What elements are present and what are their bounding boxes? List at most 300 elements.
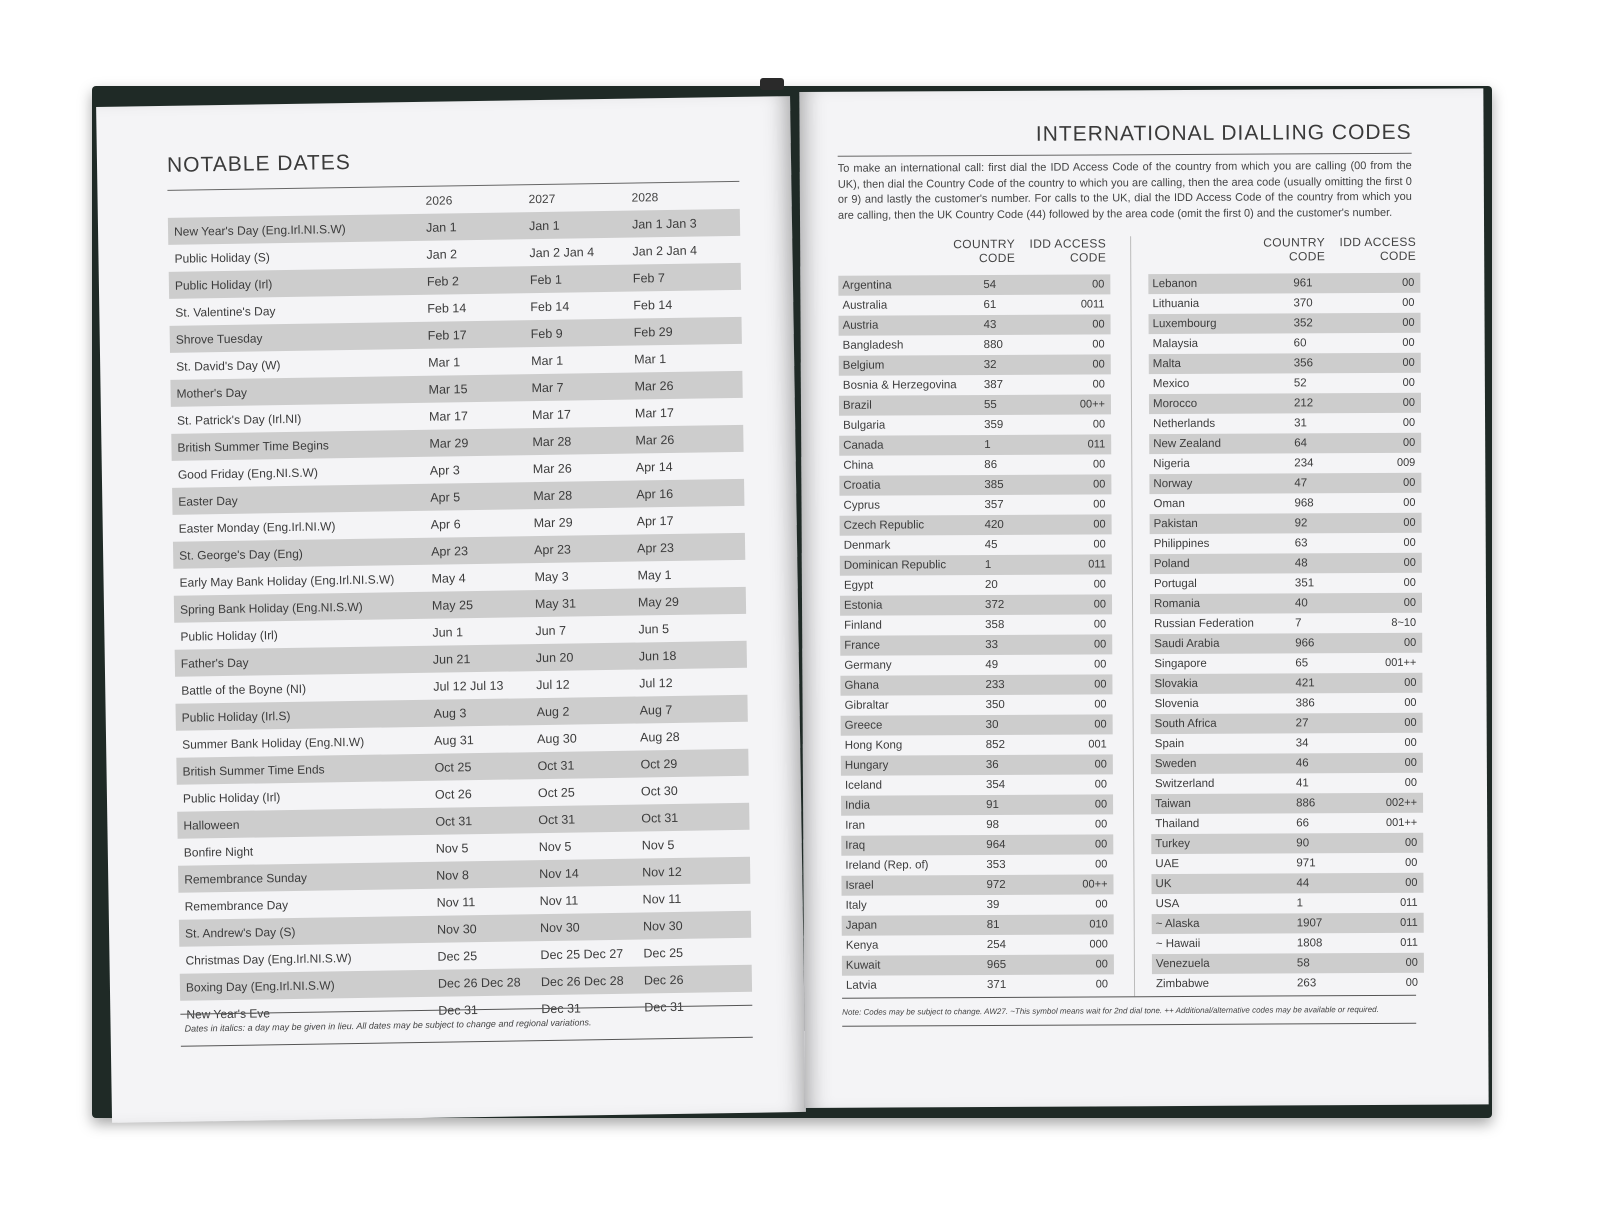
country-code: 32 — [983, 358, 997, 372]
idd-access-code: 00 — [1092, 278, 1105, 291]
country-row — [1152, 893, 1424, 914]
country-name: Egypt — [843, 579, 874, 592]
country-code: 66 — [1296, 817, 1310, 830]
date-2027: Nov 11 — [539, 892, 579, 908]
country-row — [839, 374, 1111, 395]
country-code: 64 — [1294, 437, 1308, 450]
country-row — [840, 634, 1112, 655]
date-2028: Oct 29 — [640, 756, 678, 771]
country-code: 81 — [986, 918, 1000, 932]
date-2027: Dec 26 Dec 28 — [540, 973, 624, 989]
country-row — [840, 674, 1112, 695]
idd-access-code: 00 — [1405, 956, 1418, 969]
codes-column-right — [1148, 235, 1424, 994]
country-code: 60 — [1293, 337, 1307, 350]
date-2026: Apr 6 — [430, 516, 461, 532]
country-name: Nigeria — [1153, 457, 1190, 471]
idd-access-code: 011 — [1400, 896, 1418, 909]
country-name: Switzerland — [1154, 777, 1215, 791]
country-name: Bangladesh — [842, 339, 904, 352]
idd-access-code: 011 — [1400, 916, 1418, 929]
country-row — [1149, 493, 1421, 514]
country-name: Argentina — [842, 279, 892, 292]
idd-access-code: 010 — [1089, 918, 1108, 931]
country-name: Iraq — [845, 839, 866, 852]
idd-access-code: 00 — [1094, 798, 1108, 811]
idd-access-code: 00 — [1095, 838, 1108, 851]
country-code: 1 — [984, 439, 991, 452]
date-2027: Nov 5 — [538, 839, 572, 854]
country-row — [1151, 873, 1423, 894]
country-name: Hong Kong — [844, 739, 903, 752]
date-2028: May 29 — [637, 594, 680, 610]
year-2028: 2028 — [631, 190, 659, 205]
date-2028: Nov 30 — [642, 918, 683, 933]
country-name: Slovenia — [1154, 697, 1199, 711]
country-row — [840, 514, 1112, 535]
country-row — [840, 614, 1112, 635]
country-row — [1148, 293, 1420, 314]
idd-access-code: 00 — [1093, 618, 1107, 631]
date-2026: Feb 14 — [427, 300, 467, 316]
date-2028: Dec 26 — [643, 972, 684, 987]
holiday-name: New Year's Day (Eng.Irl.NI.S.W) — [173, 221, 346, 239]
idd-access-code: 00 — [1093, 498, 1106, 511]
country-code: 370 — [1293, 297, 1313, 310]
holiday-name: St. George's Day (Eng) — [179, 546, 303, 563]
country-row — [838, 274, 1110, 295]
idd-access-code: 00 — [1403, 496, 1416, 509]
note-rule — [842, 1023, 1416, 1027]
country-row — [840, 654, 1112, 675]
country-name: Bosnia & Herzegovina — [842, 379, 957, 392]
country-row — [841, 834, 1113, 855]
idd-access-code: 00 — [1402, 336, 1415, 349]
codes-list-right — [1148, 273, 1424, 994]
date-2026: Oct 25 — [434, 759, 472, 775]
country-code: 36 — [985, 758, 999, 772]
date-2027: Dec 31 — [541, 1000, 582, 1016]
idd-access-code: 009 — [1396, 456, 1416, 469]
country-row — [1152, 933, 1424, 954]
idd-access-code: 00 — [1094, 718, 1107, 731]
country-code-header: COUNTRY CODE — [953, 236, 1016, 266]
date-2026: Jul 12 Jul 13 — [433, 678, 504, 694]
idd-access-code: 00 — [1093, 478, 1106, 491]
country-code: 964 — [986, 838, 1006, 852]
country-row — [842, 934, 1114, 955]
country-name: Finland — [844, 619, 882, 632]
holiday-name: Spring Bank Holiday (Eng.NI.S.W) — [179, 599, 363, 617]
country-name: Kuwait — [845, 959, 881, 972]
idd-access-code: 00++ — [1082, 878, 1108, 891]
country-code: 233 — [985, 678, 1005, 692]
date-2026: Oct 31 — [435, 813, 473, 829]
country-code: 961 — [1293, 277, 1313, 290]
date-2028: Nov 5 — [641, 837, 675, 852]
date-2027: Mar 7 — [531, 380, 564, 395]
country-name: Norway — [1153, 477, 1193, 491]
date-2026: Mar 1 — [428, 354, 461, 370]
country-code: 421 — [1295, 677, 1315, 690]
holiday-name: Halloween — [183, 817, 240, 833]
country-name: Netherlands — [1153, 417, 1216, 431]
country-code: 351 — [1294, 577, 1315, 590]
country-name: Austria — [842, 319, 879, 332]
country-code: 1907 — [1296, 917, 1323, 930]
idd-access-code: 00 — [1095, 858, 1108, 871]
country-code: 387 — [983, 378, 1004, 392]
country-row — [840, 574, 1112, 595]
idd-access-code: 00 — [1402, 356, 1415, 369]
country-code: 880 — [983, 338, 1003, 352]
idd-access-code: 00 — [1094, 778, 1108, 791]
country-code: 234 — [1294, 457, 1314, 470]
holiday-name: Boxing Day (Eng.Irl.NI.S.W) — [185, 977, 335, 995]
country-name: UAE — [1155, 858, 1180, 871]
date-2028: Jan 2 Jan 4 — [632, 243, 698, 259]
idd-access-code: 001++ — [1385, 816, 1418, 829]
country-code: 966 — [1295, 637, 1315, 650]
country-row — [1150, 573, 1422, 594]
idd-access-code: 00 — [1092, 358, 1105, 371]
idd-access-code: 011 — [1087, 438, 1106, 451]
title-rule — [838, 153, 1412, 157]
country-row — [1150, 533, 1422, 554]
holiday-name: British Summer Time Ends — [182, 761, 325, 779]
country-name: Saudi Arabia — [1154, 637, 1220, 651]
date-2027: Jan 2 Jan 4 — [529, 244, 595, 260]
date-2026: Aug 3 — [433, 705, 467, 721]
codes-column-left — [838, 236, 1114, 995]
date-2026: Mar 15 — [428, 381, 468, 397]
country-name: Iran — [845, 819, 866, 832]
date-2028: Mar 26 — [634, 378, 674, 394]
country-row — [1150, 673, 1422, 694]
country-code: 55 — [983, 398, 997, 412]
idd-access-code: 00 — [1093, 518, 1106, 531]
country-row — [1150, 613, 1422, 634]
idd-access-code: 00 — [1402, 436, 1416, 449]
idd-access-code: 00 — [1403, 576, 1416, 589]
country-code: 372 — [984, 598, 1005, 612]
date-2027: Dec 25 Dec 27 — [540, 946, 624, 962]
idd-access-code: 000 — [1089, 938, 1108, 951]
idd-access-code: 00 — [1094, 658, 1107, 671]
right-page-dialling-codes — [799, 88, 1488, 1108]
date-2028: Apr 17 — [636, 513, 674, 529]
date-2026: Nov 30 — [436, 921, 477, 937]
date-2028: Mar 1 — [634, 351, 667, 367]
country-code: 47 — [1294, 477, 1308, 490]
country-row — [841, 854, 1113, 875]
date-2028: Dec 25 — [643, 945, 684, 960]
date-2027: Mar 29 — [533, 515, 573, 530]
idd-access-code: 00 — [1404, 776, 1417, 789]
country-row — [840, 534, 1112, 555]
country-name: Cyprus — [843, 499, 880, 512]
date-2027: Mar 28 — [532, 434, 572, 449]
country-code: 353 — [986, 858, 1006, 872]
country-name: Turkey — [1155, 837, 1191, 851]
idd-access-code: 00 — [1093, 538, 1106, 551]
column-header — [838, 236, 1110, 275]
country-name: Kenya — [845, 939, 879, 952]
date-2026: Jan 1 — [425, 219, 457, 235]
country-row — [841, 814, 1113, 835]
idd-access-code: 0011 — [1080, 298, 1105, 311]
date-2026: Feb 2 — [426, 273, 459, 289]
holiday-name: Public Holiday (Irl) — [174, 276, 273, 293]
country-row — [1150, 653, 1422, 674]
idd-access-code: 00 — [1092, 418, 1106, 431]
idd-access-code: 00 — [1402, 416, 1416, 429]
date-2026: Aug 31 — [433, 732, 474, 748]
holiday-name: St. Patrick's Day (Irl.NI) — [176, 411, 302, 428]
country-code: 359 — [984, 418, 1004, 432]
country-row — [839, 474, 1111, 495]
idd-access-code: 002++ — [1385, 796, 1418, 809]
idd-access-code: 00 — [1092, 378, 1105, 391]
country-row — [839, 334, 1111, 355]
idd-access-code: 00 — [1405, 856, 1418, 869]
country-row — [841, 754, 1113, 775]
idd-access-code: 00 — [1403, 516, 1416, 529]
holiday-name: Easter Day — [178, 493, 238, 509]
date-2027: Mar 1 — [531, 353, 564, 368]
idd-access-code: 00 — [1094, 678, 1107, 691]
date-2027: Jul 12 — [536, 677, 570, 692]
country-name: ~ Hawaii — [1155, 937, 1201, 951]
country-code: 1 — [1296, 897, 1304, 910]
country-name: Taiwan — [1155, 797, 1191, 811]
idd-access-code: 00 — [1093, 598, 1107, 611]
date-2026: Jan 2 — [426, 246, 458, 262]
year-2027: 2027 — [528, 191, 556, 207]
country-row — [842, 974, 1114, 995]
idd-access-code: 00 — [1095, 958, 1108, 971]
date-2026: Dec 31 — [438, 1002, 479, 1018]
country-name: Portugal — [1153, 577, 1197, 591]
country-row — [840, 554, 1112, 575]
idd-access-code: 011 — [1400, 936, 1418, 949]
country-row — [839, 454, 1111, 475]
country-name: Japan — [845, 919, 878, 932]
idd-access-code: 00 — [1403, 476, 1416, 489]
date-2027: Jan 1 — [528, 218, 560, 233]
country-row — [1149, 313, 1421, 334]
country-row — [839, 354, 1111, 375]
holiday-name: Good Friday (Eng.NI.S.W) — [177, 465, 319, 482]
country-code: 357 — [984, 498, 1004, 512]
date-2028: Apr 23 — [636, 540, 675, 556]
idd-access-code: 00 — [1093, 458, 1106, 471]
country-code: 40 — [1294, 597, 1308, 610]
country-name: Russian Federation — [1154, 617, 1254, 631]
country-row — [1150, 553, 1422, 574]
country-row — [841, 794, 1113, 815]
date-2026: Nov 8 — [436, 867, 469, 883]
date-2028: Mar 26 — [635, 432, 675, 448]
idd-access-code: 00 — [1403, 636, 1417, 649]
country-name: Slovakia — [1154, 677, 1198, 691]
idd-access-code: 00 — [1402, 396, 1416, 409]
holiday-name: Remembrance Sunday — [184, 870, 308, 887]
country-row — [841, 734, 1113, 755]
date-2028: Apr 14 — [635, 459, 673, 475]
idd-access-code: 00 — [1404, 836, 1418, 849]
country-row — [1151, 813, 1423, 834]
country-name: Denmark — [843, 539, 891, 552]
date-2026: Nov 5 — [435, 840, 469, 856]
idd-access-code: 00 — [1095, 978, 1109, 991]
country-code: 350 — [985, 698, 1005, 712]
country-code: 58 — [1296, 957, 1310, 970]
date-2028: Aug 7 — [639, 702, 673, 717]
country-row — [1150, 693, 1422, 714]
notable-dates-title: NOTABLE DATES — [166, 150, 351, 177]
table-bottom-rule — [842, 995, 1416, 999]
country-code: 371 — [986, 978, 1007, 992]
country-code: 386 — [1295, 697, 1315, 710]
country-name: Gibraltar — [844, 699, 889, 712]
date-2026: Apr 5 — [430, 489, 461, 505]
country-name: Sweden — [1154, 757, 1197, 771]
country-row — [1151, 713, 1423, 734]
country-name: Australia — [842, 299, 888, 312]
country-code: 65 — [1295, 657, 1309, 670]
country-code: 852 — [985, 738, 1005, 752]
date-2028: Mar 17 — [634, 405, 674, 421]
country-name: Brazil — [842, 399, 872, 412]
country-row — [1149, 413, 1421, 434]
idd-access-code: 00++ — [1079, 398, 1106, 411]
country-name: Bulgaria — [843, 419, 886, 432]
date-2026: Feb 17 — [427, 327, 467, 343]
country-code: 45 — [984, 538, 998, 552]
country-row — [841, 774, 1113, 795]
country-row — [1151, 833, 1423, 854]
country-row — [842, 954, 1114, 975]
date-2026: Oct 26 — [434, 786, 472, 802]
idd-access-code: 011 — [1088, 558, 1106, 571]
date-2028: Feb 7 — [632, 270, 665, 286]
country-name: Czech Republic — [843, 519, 925, 532]
country-row — [1149, 473, 1421, 494]
country-name: Iceland — [844, 779, 883, 792]
date-2027: Oct 31 — [537, 758, 575, 773]
holiday-name: St. David's Day (W) — [176, 357, 281, 374]
country-name: Germany — [844, 659, 892, 672]
country-code: 34 — [1295, 737, 1309, 750]
country-code: 352 — [1293, 317, 1313, 330]
date-2028: May 1 — [637, 567, 672, 583]
country-code: 33 — [985, 638, 999, 652]
country-code: 212 — [1293, 397, 1314, 410]
idd-access-code: 00 — [1404, 756, 1417, 769]
country-code: 91 — [986, 798, 999, 812]
dialling-codes-note: Note: Codes may be subject to change. AW27. ~This symbol means wait for 2nd dial tone. ++ Additional/alternative codes may be available or required. — [842, 1004, 1379, 1017]
country-code: 86 — [984, 458, 998, 472]
country-row — [1151, 753, 1423, 774]
date-2026: May 4 — [431, 570, 466, 586]
idd-access-code: 00 — [1405, 976, 1419, 989]
country-name: Lebanon — [1152, 277, 1198, 291]
country-name: South Africa — [1154, 717, 1217, 731]
country-name: Mexico — [1152, 377, 1190, 391]
dialling-intro: To make an international call: first dial the IDD Access Code of the country from which you are calling (00 from the UK), then dial the Country Code of the country to which you are calling, then the area code (usually omitting the first 0 or 9) and lastly the customer's number. For calls to the UK, dial the IDD Access Code of the country from which you are calling, then the UK Country Code (44) followed by the area code (omit the first 0) and the customer's number. — [837, 159, 1412, 222]
country-row — [840, 594, 1112, 615]
country-row — [839, 434, 1111, 455]
country-name: Thailand — [1155, 817, 1200, 831]
date-2027: Oct 31 — [538, 812, 576, 827]
country-code: 420 — [984, 518, 1004, 532]
date-2026: May 25 — [431, 597, 474, 613]
country-name: Zimbabwe — [1155, 977, 1210, 991]
country-code: 54 — [983, 278, 997, 292]
dialling-codes-title: INTERNATIONAL DIALLING CODES — [1035, 120, 1412, 146]
idd-access-code: 00 — [1094, 758, 1107, 771]
country-name: France — [844, 639, 881, 652]
country-code: 41 — [1295, 777, 1309, 790]
idd-access-code: 00 — [1402, 276, 1415, 289]
country-row — [1152, 973, 1424, 994]
idd-access-code-header: IDD ACCESS CODE — [1029, 236, 1107, 265]
holiday-name: New Year's Eve — [186, 1005, 271, 1022]
country-name: Ghana — [844, 679, 880, 692]
country-code: 44 — [1296, 877, 1310, 890]
date-2027: Jun 7 — [535, 623, 567, 638]
idd-access-code-header: IDD ACCESS CODE — [1339, 234, 1417, 263]
date-2027: Feb 1 — [529, 272, 562, 287]
date-2027: Mar 17 — [531, 407, 572, 422]
country-code: 61 — [983, 298, 997, 312]
date-2027: May 31 — [534, 595, 577, 611]
country-name: Philippines — [1153, 537, 1210, 551]
country-row — [839, 314, 1111, 335]
country-code: 27 — [1295, 717, 1309, 730]
notable-dates-table — [168, 209, 753, 1028]
date-2027: Aug 30 — [536, 730, 577, 746]
date-2028: Jan 1 Jan 3 — [631, 216, 697, 232]
country-name: Lithuania — [1152, 297, 1200, 311]
country-row — [1149, 453, 1421, 474]
holiday-name: Shrove Tuesday — [175, 330, 263, 347]
country-row — [1150, 593, 1422, 614]
date-2027: Mar 28 — [533, 488, 573, 503]
country-name: Poland — [1153, 557, 1190, 571]
date-2026: Mar 17 — [428, 408, 469, 424]
country-name: Morocco — [1152, 397, 1198, 411]
country-row — [842, 894, 1114, 915]
country-name: Spain — [1154, 738, 1185, 751]
country-name: Luxembourg — [1152, 317, 1217, 331]
date-2026: Jun 21 — [432, 651, 471, 667]
country-code: 263 — [1296, 977, 1317, 990]
idd-access-code: 00 — [1403, 536, 1416, 549]
country-name: Belgium — [842, 359, 885, 372]
date-2028: Nov 11 — [642, 891, 682, 906]
country-name: Oman — [1153, 497, 1185, 511]
idd-access-code: 00 — [1404, 696, 1417, 709]
date-2027: Oct 25 — [537, 785, 575, 800]
country-row — [1149, 353, 1421, 374]
holiday-name: Easter Monday (Eng.Irl.NI.W) — [178, 518, 336, 536]
column-divider — [1130, 236, 1135, 996]
date-2027: Feb 14 — [530, 299, 570, 314]
holiday-name: Public Holiday (S) — [174, 249, 270, 266]
country-row — [839, 414, 1111, 435]
